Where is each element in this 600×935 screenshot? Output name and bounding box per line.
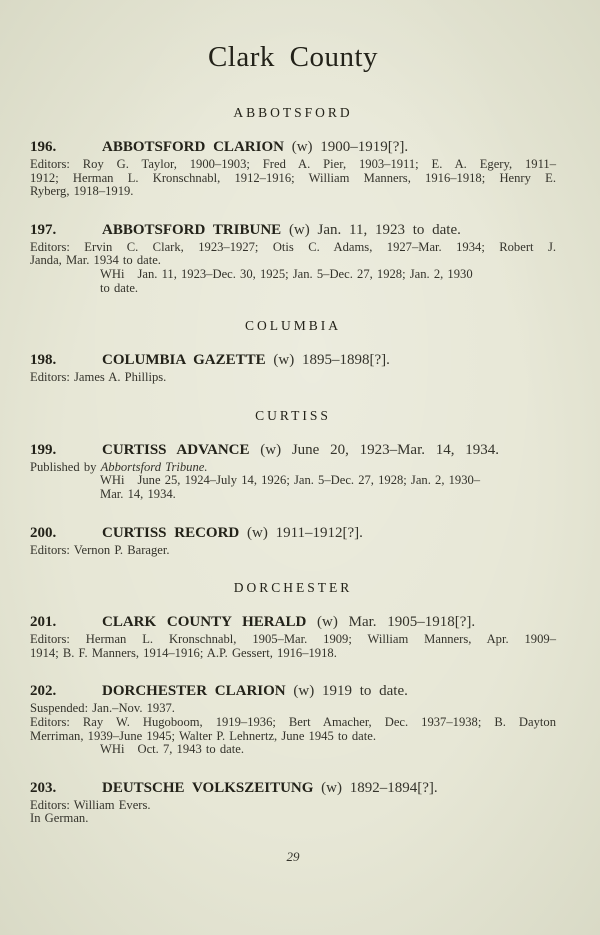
holdings-label: WHi bbox=[100, 742, 125, 757]
published-by-line bbox=[30, 461, 556, 475]
newspaper-name-italic: Abbortsford Tribune. bbox=[100, 459, 208, 474]
holdings-continuation: Mar. 14, 1934. bbox=[100, 486, 176, 501]
entry-200 bbox=[30, 525, 556, 558]
holdings-line bbox=[100, 474, 556, 488]
entry-title: CLARK COUNTY HERALD bbox=[102, 614, 307, 631]
entry-headline bbox=[30, 352, 556, 369]
editors-line: Editors: Roy G. Taylor, 1900–1903; Fred A. Pier, 1903–1911; E. A. Egery, 1911– bbox=[30, 157, 556, 171]
entry-199 bbox=[30, 442, 556, 502]
entry-title-line bbox=[102, 139, 408, 156]
entry-headline bbox=[30, 525, 556, 542]
section-header: COLUMBIA bbox=[244, 318, 341, 334]
editors-line: Ryberg, 1918–1919. bbox=[30, 184, 134, 199]
entry-title: ABBOTSFORD CLARION bbox=[102, 139, 284, 155]
entry-title-line bbox=[102, 222, 461, 239]
editors-line: Editors: Herman L. Kronschnabl, 1905–Mar. 1909; William Manners, Apr. 1909– bbox=[30, 632, 556, 647]
holdings-block bbox=[30, 268, 556, 295]
entry-title: DORCHESTER CLARION bbox=[102, 683, 286, 700]
language-note-line: In German. bbox=[30, 811, 89, 826]
entry-number: 203. bbox=[30, 779, 57, 796]
entry-198 bbox=[30, 352, 556, 385]
section-header: ABBOTSFORD bbox=[233, 105, 353, 120]
entry-headline bbox=[30, 442, 556, 459]
entry-frequency-dates: (w) Jan. 11, 1923 to date. bbox=[288, 221, 461, 238]
suspended-line: Suspended: Jan.–Nov. 1937. bbox=[30, 701, 175, 716]
entry-title-line bbox=[102, 442, 499, 459]
page-title: Clark County bbox=[207, 41, 379, 73]
section-curtiss bbox=[30, 408, 556, 557]
entry-number: 196. bbox=[30, 139, 57, 155]
entry-title: CURTISS ADVANCE bbox=[102, 441, 250, 458]
entry-title-line bbox=[102, 614, 475, 631]
entry-title: DEUTSCHE VOLKSZEITUNG bbox=[102, 779, 314, 796]
entry-frequency-dates: (w) Mar. 1905–1918[?]. bbox=[317, 614, 476, 631]
editors-line: Editors: Ray W. Hugoboom, 1919–1936; Bert Amacher, Dec. 1937–1938; B. Dayton bbox=[30, 714, 556, 729]
holdings-dates: Jan. 11, 1923–Dec. 30, 1925; Jan. 5–Dec. 27, 1928; Jan. 2, 1930 bbox=[137, 266, 473, 281]
editors-line: Editors: Ervin C. Clark, 1923–1927; Otis C. Adams, 1927–Mar. 1934; Robert J. bbox=[30, 239, 556, 254]
editors-line: Merriman, 1939–June 1945; Walter P. Lehnertz, June 1945 to date. bbox=[30, 728, 376, 743]
entry-title-line bbox=[102, 352, 390, 369]
entry-number: 199. bbox=[30, 441, 57, 458]
entry-frequency-dates: (w) 1900–1919[?]. bbox=[291, 139, 409, 155]
entry-196 bbox=[30, 139, 556, 199]
holdings-label: WHi bbox=[100, 266, 125, 281]
published-by-prefix: Published by bbox=[30, 459, 97, 474]
entry-number: 201. bbox=[30, 614, 57, 631]
entry-headline bbox=[30, 683, 556, 700]
entry-headline bbox=[30, 139, 556, 156]
entry-frequency-dates: (w) June 20, 1923–Mar. 14, 1934. bbox=[260, 441, 499, 458]
section-abbotsford bbox=[30, 105, 556, 295]
entry-title: ABBOTSFORD TRIBUNE bbox=[102, 221, 282, 238]
editors-line: 1914; B. F. Manners, 1914–1916; A.P. Gessert, 1916–1918. bbox=[30, 645, 337, 660]
entry-title-line bbox=[102, 525, 363, 542]
entry-202 bbox=[30, 683, 556, 756]
holdings-line bbox=[100, 268, 556, 282]
section-columbia bbox=[30, 318, 556, 385]
entry-203 bbox=[30, 780, 556, 826]
entry-headline bbox=[30, 222, 556, 239]
holdings-label: WHi bbox=[100, 473, 125, 488]
entry-201 bbox=[30, 614, 556, 660]
entry-number: 202. bbox=[30, 683, 57, 700]
entry-197 bbox=[30, 222, 556, 295]
entry-number: 200. bbox=[30, 524, 57, 541]
entry-number: 197. bbox=[30, 221, 57, 238]
entry-frequency-dates: (w) 1895–1898[?]. bbox=[273, 352, 390, 369]
editors-line: 1912; Herman L. Kronschnabl, 1912–1916; William Manners, 1916–1918; Henry E. bbox=[30, 170, 556, 185]
editors-line: Janda, Mar. 1934 to date. bbox=[30, 253, 161, 268]
section-header: CURTISS bbox=[255, 407, 331, 423]
editors-line: Editors: William Evers. bbox=[30, 797, 151, 812]
page-number: 29 bbox=[286, 848, 300, 864]
entry-headline bbox=[30, 780, 556, 797]
entry-title: CURTISS RECORD bbox=[102, 524, 240, 541]
entry-title: COLUMBIA GAZETTE bbox=[102, 352, 266, 369]
section-dorchester bbox=[30, 580, 556, 826]
entry-frequency-dates: (w) 1892–1894[?]. bbox=[321, 779, 438, 796]
editors-line: Editors: James A. Phillips. bbox=[30, 370, 167, 385]
holdings-block bbox=[30, 474, 556, 501]
entry-headline bbox=[30, 614, 556, 631]
section-header: DORCHESTER bbox=[233, 580, 353, 596]
entry-number: 198. bbox=[30, 352, 57, 369]
entry-frequency-dates: (w) 1919 to date. bbox=[293, 683, 408, 700]
holdings-line bbox=[100, 743, 556, 757]
holdings-continuation: to date. bbox=[100, 280, 139, 295]
entry-title-line bbox=[102, 780, 438, 797]
entry-frequency-dates: (w) 1911–1912[?]. bbox=[247, 524, 363, 541]
holdings-block bbox=[30, 743, 556, 757]
holdings-dates: Oct. 7, 1943 to date. bbox=[137, 742, 244, 757]
editors-line: Editors: Vernon P. Barager. bbox=[30, 542, 170, 557]
entry-title-line bbox=[102, 683, 408, 700]
holdings-dates: June 25, 1924–July 14, 1926; Jan. 5–Dec. 27, 1928; Jan. 2, 1930– bbox=[137, 473, 481, 488]
